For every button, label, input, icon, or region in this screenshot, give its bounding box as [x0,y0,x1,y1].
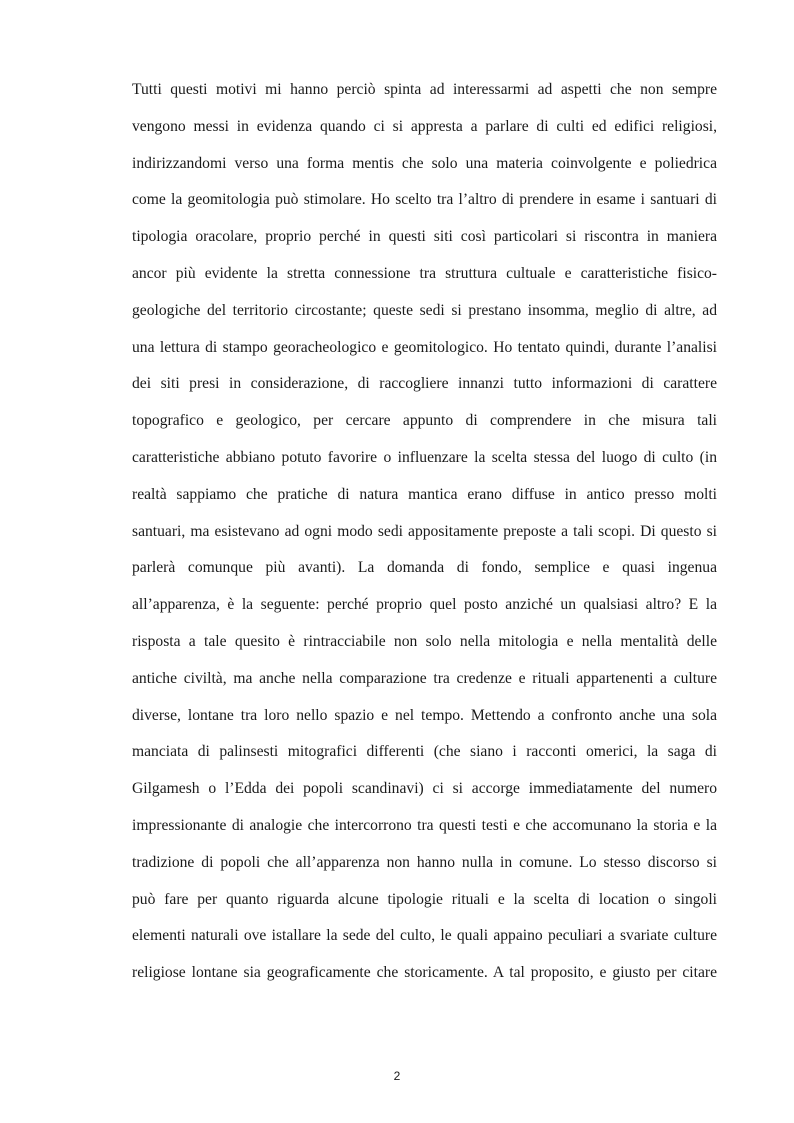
text-line: indirizzandomi verso una forma mentis che solo una materia coinvolgente e poliedrica [132,154,717,172]
text-line: antiche civiltà, ma anche nella comparazione tra credenze e rituali appartenenti a culture [132,669,717,687]
text-line: tradizione di popoli che all’apparenza non hanno nulla in comune. Lo stesso discorso si [132,853,717,871]
body-paragraph [132,72,717,992]
text-line: come la geomitologia può stimolare. Ho scelto tra l’altro di prendere in esame i santuari di [132,191,717,209]
page-number: 2 [393,1069,401,1083]
text-line: impressionante di analogie che intercorrono tra questi testi e che accomunano la storia e la [132,816,717,834]
text-line: tipologia oracolare, proprio perché in questi siti così particolari si riscontra in maniera [132,228,717,246]
text-line: ancor più evidente la stretta connessione tra struttura cultuale e caratteristiche fisico- [132,264,717,282]
text-line: Gilgamesh o l’Edda dei popoli scandinavi) ci si accorge immediatamente del numero [132,780,717,798]
text-line: all’apparenza, è la seguente: perché proprio quel posto anziché un qualsiasi altro? E la [132,596,717,614]
text-line: santuari, ma esistevano ad ogni modo sedi appositamente preposte a tali scopi. Di questo si [132,522,717,540]
text-line: religiose lontane sia geograficamente che storicamente. A tal proposito, e giusto per citare [132,964,717,982]
text-line: manciata di palinsesti mitografici differenti (che siano i racconti omerici, la saga di [132,743,717,761]
text-line: Tutti questi motivi mi hanno perciò spinta ad interessarmi ad aspetti che non sempre [132,81,717,98]
text-line: elementi naturali ove istallare la sede del culto, le quali appaino peculiari a svariate culture [132,927,717,945]
text-line: risposta a tale quesito è rintracciabile non solo nella mitologia e nella mentalità delle [132,632,717,650]
text-line: caratteristiche abbiano potuto favorire o influenzare la scelta stessa del luogo di culto (in [132,448,717,466]
text-line: geologiche del territorio circostante; queste sedi si prestano insomma, meglio di altre, ad [132,301,717,319]
text-line: diverse, lontane tra loro nello spazio e nel tempo. Mettendo a confronto anche una sola [132,706,717,724]
text-line: realtà sappiamo che pratiche di natura mantica erano diffuse in antico presso molti [132,485,717,503]
text-line: topografico e geologico, per cercare appunto di comprendere in che misura tali [132,412,717,430]
text-line: dei siti presi in considerazione, di raccogliere innanzi tutto informazioni di carattere [132,375,717,393]
text-line: vengono messi in evidenza quando ci si appresta a parlare di culti ed edifici religiosi, [132,117,717,135]
text-line: una lettura di stampo georacheologico e geomitologico. Ho tentato quindi, durante l’analisi [132,338,717,356]
text-line: può fare per quanto riguarda alcune tipologie rituali e la scelta di location o singoli [132,890,717,908]
text-line: parlerà comunque più avanti). La domanda di fondo, semplice e quasi ingenua [132,559,717,577]
